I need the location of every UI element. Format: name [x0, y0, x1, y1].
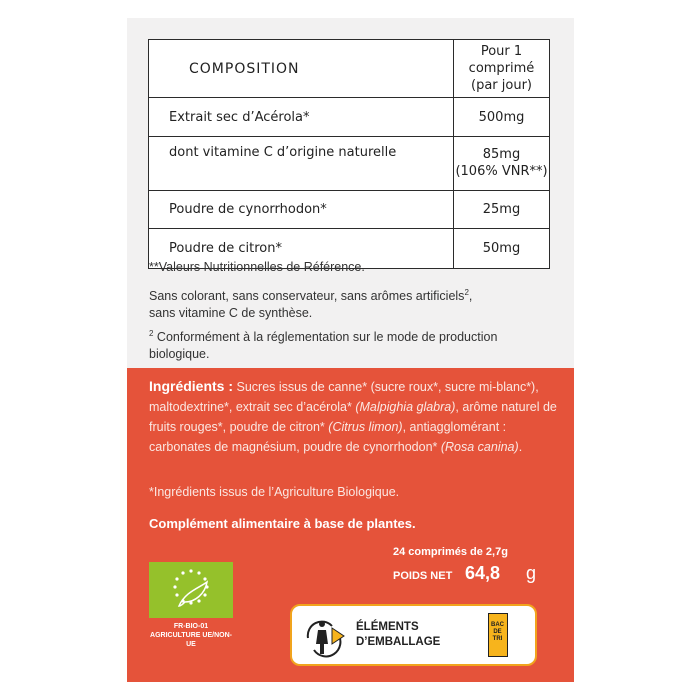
regulation-line2: biologique.: [149, 347, 210, 362]
header-value-line2: (par jour): [471, 78, 532, 94]
footnote-mark: 2: [464, 288, 469, 297]
vnr-note: **Valeurs Nutritionnelles de Référence.: [149, 260, 365, 274]
supplement-statement: Complément alimentaire à base de plantes.: [149, 516, 416, 531]
row-value: [454, 137, 550, 191]
header-per-tablet: [454, 40, 550, 98]
net-weight-unit: g: [526, 563, 537, 583]
additives-line2: sans vitamine C de synthèse.: [149, 306, 313, 321]
composition-table: [148, 39, 550, 269]
ingredients-part: .: [518, 440, 523, 454]
bin-label: [489, 622, 506, 643]
packaging-label: [356, 620, 440, 650]
header-value-line1: Pour 1 comprimé: [468, 44, 535, 77]
eu-origin: AGRICULTURE UE/NON-UE: [150, 632, 232, 648]
organic-note: *Ingrédients issus de l’Agriculture Biologique.: [149, 485, 400, 499]
table-row: [149, 137, 550, 191]
latin-name: (Malpighia glabra): [355, 400, 456, 414]
row-name: Poudre de cynorrhodon*: [149, 190, 454, 228]
row-value-line2: (106% VNR**): [455, 164, 548, 180]
row-value: 50mg: [454, 228, 550, 268]
regulation-note: [149, 325, 559, 363]
triman-icon: [298, 608, 352, 664]
sorting-bin-icon: [488, 613, 508, 657]
label-panel: [127, 18, 574, 682]
regulation-line1: Conformément à la réglementation sur le mode de production: [153, 330, 498, 345]
eu-leaf-icon: [149, 562, 233, 618]
row-value: 500mg: [454, 98, 550, 137]
table-header-row: [149, 40, 550, 98]
eu-logo-caption: [149, 622, 233, 649]
footnote-mark: 2: [149, 329, 154, 338]
net-weight-value: 64,8: [465, 563, 501, 583]
eu-organic-logo: [149, 562, 233, 618]
table-row: [149, 98, 550, 137]
tablet-count: 24 comprimés de 2,7g: [393, 546, 508, 558]
ingredients-part: , antiagglomérant : carbonates de magnésium, poudre de cynorrhodon*: [149, 420, 507, 454]
ingredients-text: [149, 376, 559, 457]
row-name: dont vitamine C d’origine naturelle: [149, 137, 454, 191]
packaging-line1: ÉLÉMENTS: [356, 621, 419, 633]
packaging-line2: D’EMBALLAGE: [356, 636, 441, 648]
row-name: Extrait sec d’Acérola*: [149, 98, 454, 137]
net-weight-label: POIDS NET: [393, 570, 453, 582]
header-composition: COMPOSITION: [149, 40, 454, 98]
bin-line2: DE: [493, 629, 502, 635]
row-value: 25mg: [454, 190, 550, 228]
packaging-recycling-badge: [290, 604, 537, 666]
latin-name: (Rosa canina): [440, 440, 519, 454]
additives-comma: ,: [468, 289, 473, 304]
ingredients-part: Sucres issus de canne* (sucre roux*, sucre mi-blanc*), maltodextrine*, extrait sec d’acérola*: [149, 380, 539, 414]
table-row: [149, 190, 550, 228]
row-name: Poudre de citron*: [149, 228, 454, 268]
eu-code: FR-BIO-01: [173, 623, 209, 630]
bin-line1: BAC: [491, 622, 504, 628]
bin-line3: TRI: [492, 636, 503, 642]
latin-name: (Citrus limon): [328, 420, 403, 434]
additives-note: [149, 284, 559, 322]
row-value-line1: 85mg: [482, 147, 521, 163]
ingredients-part: , arôme naturel de fruits rouges*, poudre de citron*: [149, 400, 557, 434]
ingredients-label: Ingrédients :: [149, 378, 234, 394]
additives-line1: Sans colorant, sans conservateur, sans arômes artificiels: [149, 289, 465, 304]
